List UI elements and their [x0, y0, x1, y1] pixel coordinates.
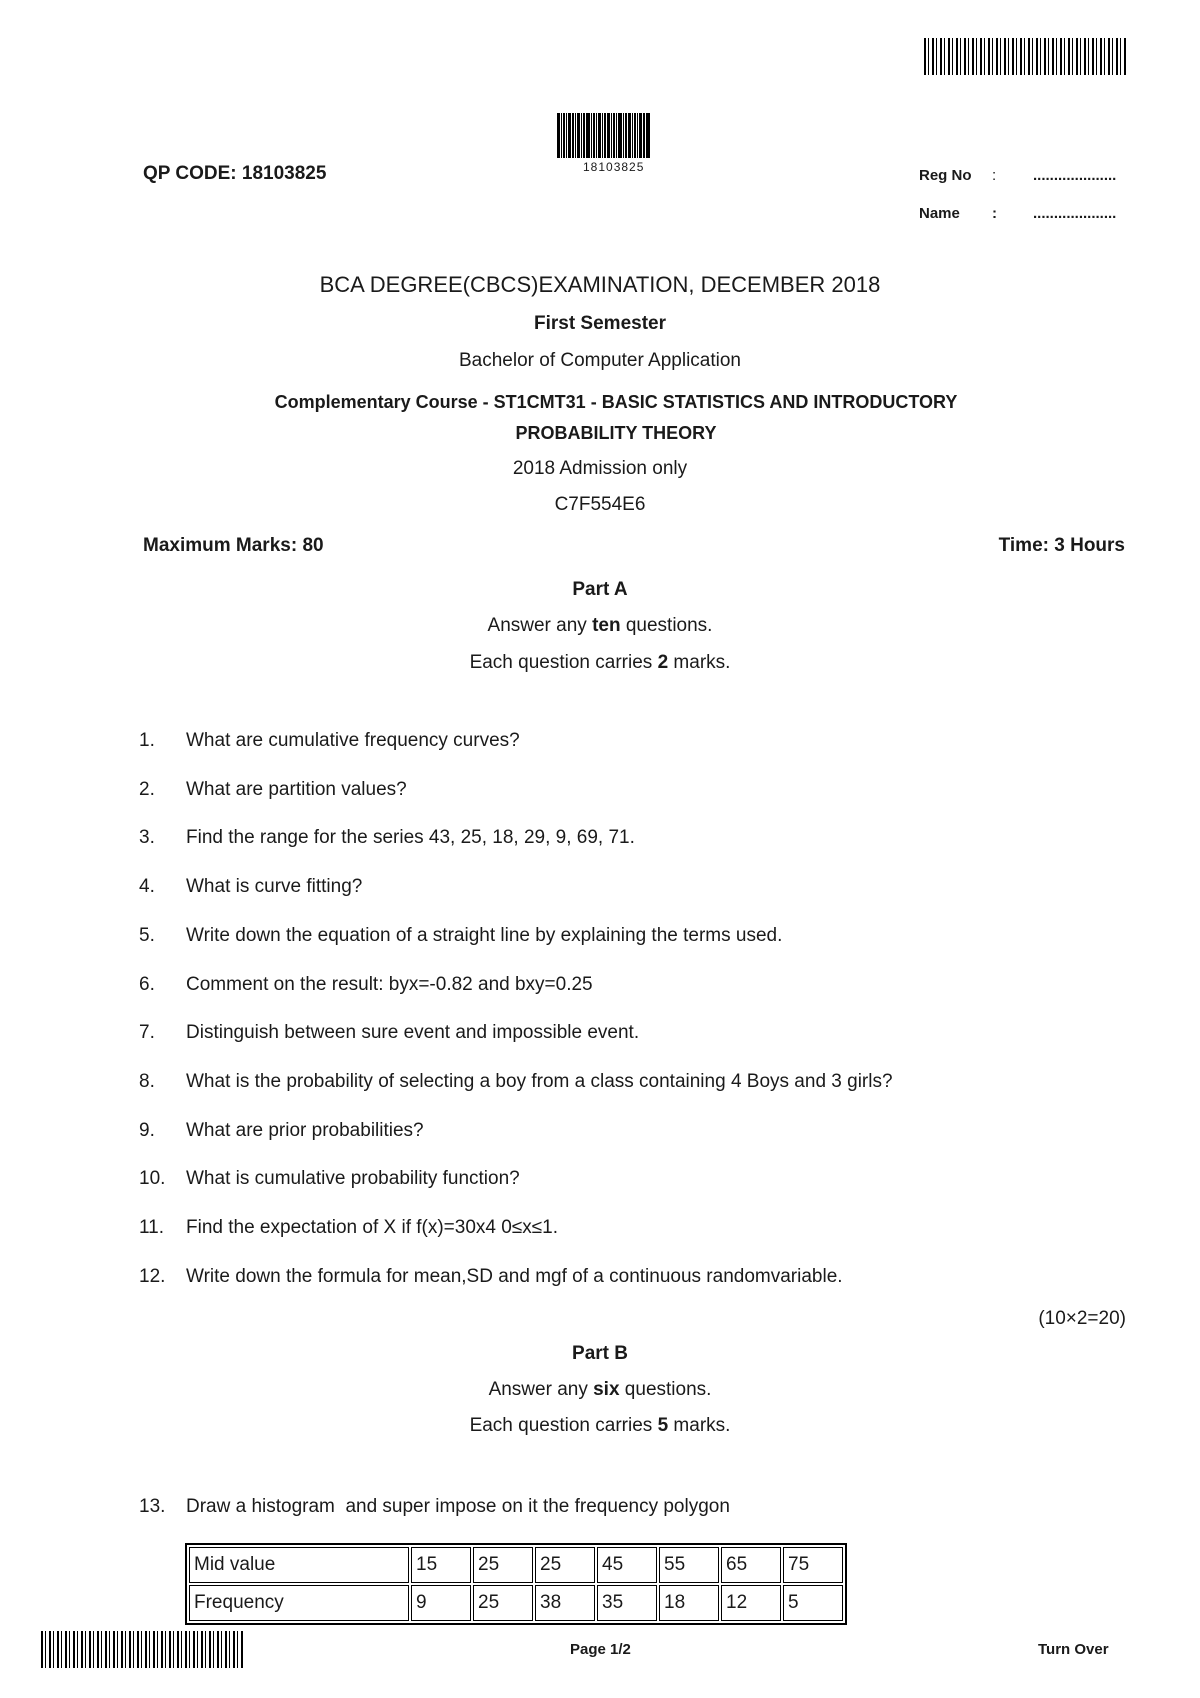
course-line-1: Complementary Course - ST1CMT31 - BASIC STATISTICS AND INTRODUCTORY	[274, 392, 958, 412]
question-text: Distinguish between sure event and impossible event.	[186, 1022, 640, 1043]
barcode-number: 18103825	[583, 160, 645, 174]
table-cell: 38	[535, 1585, 595, 1621]
part-a-marks-note: Each question carries 2 marks.	[469, 652, 731, 673]
question-text: Comment on the result: byx=-0.82 and bxy=0.25	[186, 974, 593, 995]
table-cell: 65	[721, 1547, 781, 1583]
question-text: Write down the equation of a straight line by explaining the terms used.	[186, 925, 783, 946]
question-number: 10.	[139, 1168, 166, 1189]
question-text: What is the probability of selecting a boy from a class containing 4 Boys and 3 girls?	[186, 1071, 893, 1092]
page-number: Page 1/2	[570, 1641, 631, 1658]
question-number: 9.	[139, 1120, 155, 1141]
question-number: 4.	[139, 876, 155, 897]
table-cell: 15	[411, 1547, 471, 1583]
course-title	[200, 387, 1032, 449]
question-13-text: Draw a histogram and super impose on it the frequency polygon	[186, 1496, 730, 1517]
semester: First Semester	[533, 313, 666, 334]
part-b-marks-note: Each question carries 5 marks.	[469, 1415, 731, 1436]
time: Time: 3 Hours	[998, 535, 1125, 556]
max-marks: Maximum Marks: 80	[143, 535, 324, 556]
reg-no-label: Reg No	[919, 167, 972, 184]
question-13-number: 13.	[139, 1496, 166, 1517]
center-barcode	[557, 113, 677, 158]
exam-title: BCA DEGREE(CBCS)EXAMINATION, DECEMBER 2018	[319, 272, 881, 297]
part-b-heading: Part B	[572, 1343, 628, 1364]
question-number: 3.	[139, 827, 155, 848]
course-line-2: PROBABILITY THEORY	[515, 423, 717, 443]
table-cell: 25	[473, 1585, 533, 1621]
question-text: What are cumulative frequency curves?	[186, 730, 520, 751]
table-row	[189, 1585, 843, 1621]
question-text: What are partition values?	[186, 779, 407, 800]
table-cell: 55	[659, 1547, 719, 1583]
bottom-left-barcode	[41, 1631, 243, 1668]
question-text: What is curve fitting?	[186, 876, 363, 897]
top-right-barcode	[924, 38, 1128, 75]
part-a-heading: Part A	[572, 579, 628, 600]
question-number: 2.	[139, 779, 155, 800]
table-row	[189, 1547, 843, 1583]
table-cell: Mid value	[189, 1547, 409, 1583]
name-colon: :	[992, 205, 997, 222]
table-cell: Frequency	[189, 1585, 409, 1621]
part-a-total: (10×2=20)	[1038, 1308, 1126, 1329]
question-text: What are prior probabilities?	[186, 1120, 424, 1141]
question-text: Find the range for the series 43, 25, 18, 29, 9, 69, 71.	[186, 827, 635, 848]
programme: Bachelor of Computer Application	[459, 350, 741, 371]
question-text: Write down the formula for mean,SD and mgf of a continuous randomvariable.	[186, 1266, 843, 1287]
name-label: Name	[919, 205, 960, 222]
table-cell: 25	[473, 1547, 533, 1583]
table-cell: 25	[535, 1547, 595, 1583]
table-cell: 75	[783, 1547, 843, 1583]
reg-no-colon: :	[992, 167, 997, 184]
question-text: Find the expectation of X if f(x)=30x4 0≤x≤1.	[186, 1217, 559, 1238]
question-number: 6.	[139, 974, 155, 995]
paper-code: C7F554E6	[554, 494, 646, 515]
reg-no-blank: ....................	[1033, 167, 1117, 184]
table-cell: 12	[721, 1585, 781, 1621]
question-number: 11.	[139, 1217, 165, 1238]
table-cell: 45	[597, 1547, 657, 1583]
frequency-table	[185, 1543, 847, 1625]
table-cell: 35	[597, 1585, 657, 1621]
turn-over: Turn Over	[1038, 1641, 1109, 1658]
table-cell: 5	[783, 1585, 843, 1621]
question-text: What is cumulative probability function?	[186, 1168, 520, 1189]
table-cell: 9	[411, 1585, 471, 1621]
qp-code: QP CODE: 18103825	[143, 163, 327, 184]
part-a-instruction: Answer any ten questions.	[487, 615, 713, 636]
question-number: 1.	[139, 730, 155, 751]
table-cell: 18	[659, 1585, 719, 1621]
name-blank: ....................	[1033, 205, 1117, 222]
question-number: 7.	[139, 1022, 155, 1043]
question-number: 5.	[139, 925, 155, 946]
question-number: 12.	[139, 1266, 166, 1287]
part-b-instruction: Answer any six questions.	[488, 1379, 712, 1400]
admission: 2018 Admission only	[512, 458, 688, 479]
question-number: 8.	[139, 1071, 155, 1092]
